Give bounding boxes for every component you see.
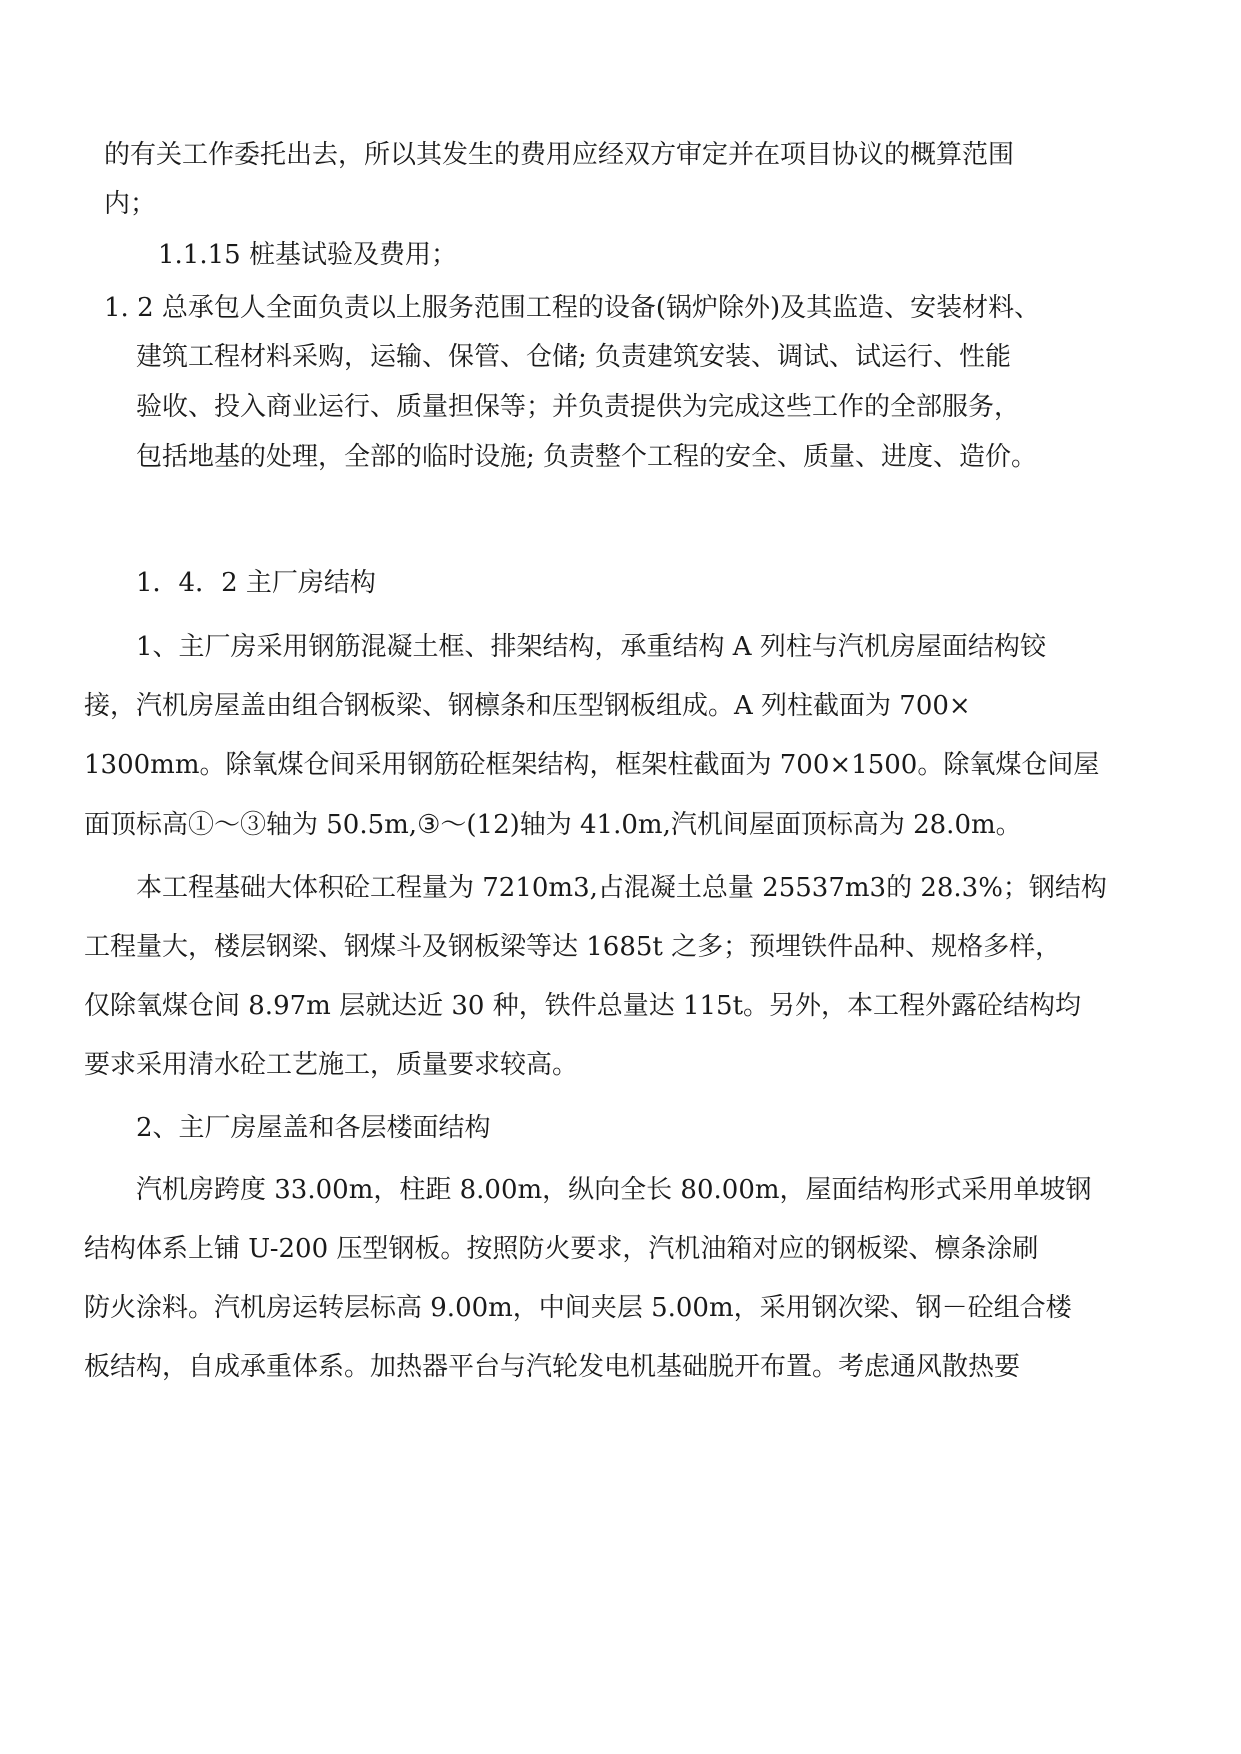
text-line: 工程量大，楼层钢梁、钢煤斗及钢板梁等达 1685t 之多；预埋铁件品种、规格多样，	[84, 932, 1062, 962]
text-line: 接，汽机房屋盖由组合钢板梁、钢檩条和压型钢板组成。A 列柱截面为 700×	[84, 691, 971, 721]
text-line: 包括地基的处理，全部的临时设施; 负责整个工程的安全、质量、进度、造价。	[136, 442, 1038, 472]
text-line: 结构体系上铺 U-200 压型钢板。按照防火要求，汽机油箱对应的钢板梁、檩条涂刷	[84, 1234, 1039, 1264]
text-line: 1300mm。除氧煤仓间采用钢筋砼框架结构，框架柱截面为 700×1500。除氧煤仓间屋	[84, 750, 1100, 780]
text-line: 1.1.15 桩基试验及费用；	[158, 240, 457, 270]
text-line: 面顶标高①～③轴为 50.5m,③～(12)轴为 41.0m,汽机间屋面顶标高为 28.0m。	[84, 810, 1022, 840]
text-line: 汽机房跨度 33.00m，柱距 8.00m，纵向全长 80.00m，屋面结构形式采用单坡钢	[136, 1175, 1092, 1205]
text-line: 仅除氧煤仓间 8.97m 层就达近 30 种，铁件总量达 115t。另外，本工程外露砼结构均	[84, 991, 1082, 1021]
text-line: 验收、投入商业运行、质量担保等；并负责提供为完成这些工作的全部服务，	[136, 392, 1021, 422]
text-line: 建筑工程材料采购，运输、保管、仓储; 负责建筑安装、调试、试运行、性能	[136, 342, 1012, 372]
section-heading: 1．4．2 主厂房结构	[136, 568, 376, 598]
text-line: 防火涂料。汽机房运转层标高 9.00m，中间夹层 5.00m，采用钢次梁、钢－砼组合楼	[84, 1293, 1072, 1323]
text-line: 1、主厂房采用钢筋混凝土框、排架结构，承重结构 A 列柱与汽机房屋面结构铰	[136, 632, 1046, 662]
text-line: 1. 2 总承包人全面负责以上服务范围工程的设备(锅炉除外)及其监造、安装材料、	[104, 293, 1041, 323]
section-heading: 2、主厂房屋盖和各层楼面结构	[136, 1113, 491, 1143]
text-line: 内；	[104, 189, 157, 219]
text-line: 本工程基础大体积砼工程量为 7210m3,占混凝土总量 25537m3的 28.3%；钢结构	[136, 873, 1107, 903]
text-line: 板结构，自成承重体系。加热器平台与汽轮发电机基础脱开布置。考虑通风散热要	[84, 1352, 1021, 1382]
text-line: 要求采用清水砼工艺施工，质量要求较高。	[84, 1050, 579, 1080]
text-line: 的有关工作委托出去，所以其发生的费用应经双方审定并在项目协议的概算范围	[104, 140, 1015, 170]
